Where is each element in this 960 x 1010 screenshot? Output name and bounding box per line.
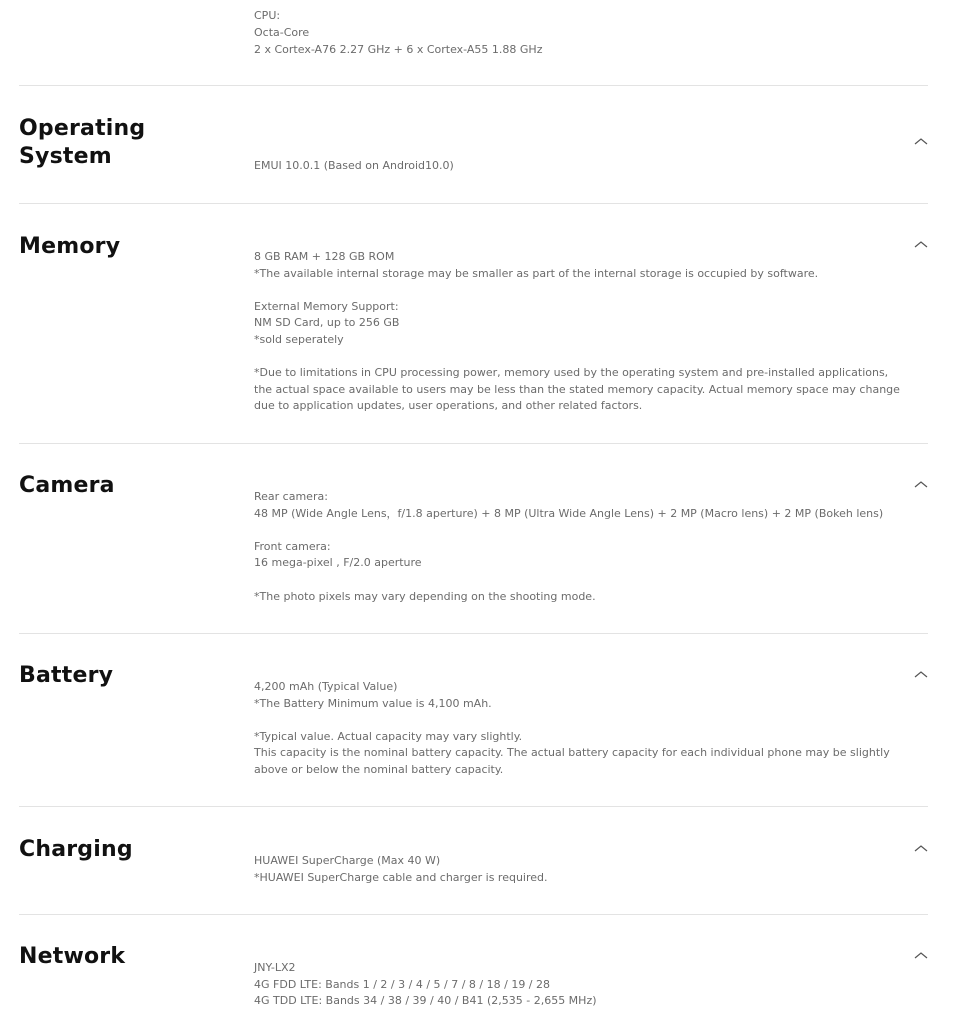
section-body <box>254 679 894 779</box>
section-body <box>254 853 914 886</box>
spec-paragraph: EMUI 10.0.1 (Based on Android10.0) <box>254 159 454 172</box>
divider <box>19 633 928 634</box>
chevron-up-icon[interactable] <box>912 843 930 855</box>
section-title: Charging <box>19 837 133 862</box>
spec-paragraph: 8 GB RAM + 128 GB ROM *The available internal storage may be smaller as part of the internal storage is occupied by software. <box>254 250 819 280</box>
divider <box>19 203 928 204</box>
spec-paragraph: *Typical value. Actual capacity may vary slightly. This capacity is the nominal battery capacity. The actual battery capacity for each individual phone may be slightly above or below the nominal battery capacity. <box>254 729 890 776</box>
spec-paragraph: JNY-LX2 4G FDD LTE: Bands 1 / 2 / 3 / 4 / 5 / 7 / 8 / 18 / 19 / 28 4G TDD LTE: Bands 34 / 38 / 39 / 40 / B41 (2,535 - 2,655 MHz) <box>254 961 597 1008</box>
cpu-cores: Octa-Core <box>254 26 310 39</box>
chevron-up-icon[interactable] <box>912 669 930 681</box>
divider <box>19 443 928 444</box>
section-title: Network <box>19 944 126 969</box>
spec-paragraph: *The photo pixels may vary depending on the shooting mode. <box>254 589 596 603</box>
divider <box>19 85 928 86</box>
spec-paragraph: 4,200 mAh (Typical Value) *The Battery Minimum value is 4,100 mAh. <box>254 680 492 710</box>
spec-paragraph: *Due to limitations in CPU processing power, memory used by the operating system and pre-installed applications, the actual space available to users may be less than the stated memory capacity. Actual memory space may change due to application updates, user operations, and other related factors. <box>254 366 900 413</box>
section-body <box>254 960 914 1010</box>
divider <box>19 914 928 915</box>
spec-paragraph: Front camera: 16 mega-pixel , F/2.0 aperture <box>254 539 422 570</box>
section-title: Battery <box>19 663 114 688</box>
chevron-up-icon[interactable] <box>912 136 930 148</box>
cpu-detail: 2 x Cortex-A76 2.27 GHz + 6 x Cortex-A55 1.88 GHz <box>254 43 543 56</box>
chevron-up-icon[interactable] <box>912 479 930 491</box>
section-title: Operating System <box>19 116 146 169</box>
section-body <box>254 249 904 415</box>
chevron-up-icon[interactable] <box>912 950 930 962</box>
section-title: Camera <box>19 473 115 498</box>
spec-paragraph: External Memory Support: NM SD Card, up to 256 GB *sold seperately <box>254 299 400 346</box>
spec-paragraph: HUAWEI SuperCharge (Max 40 W) *HUAWEI SuperCharge cable and charger is required. <box>254 854 548 884</box>
section-body <box>254 158 914 175</box>
cpu-label: CPU: <box>254 9 281 22</box>
section-body <box>254 489 924 605</box>
section-title: Memory <box>19 234 121 259</box>
chevron-up-icon[interactable] <box>912 239 930 251</box>
cpu-spec <box>254 7 542 58</box>
divider <box>19 806 928 807</box>
spec-paragraph: Rear camera: 48 MP (Wide Angle Lens，f/1.8 aperture) + 8 MP (Ultra Wide Angle Lens) + 2 MP (Macro lens) + 2 MP (Bokeh lens) <box>254 490 884 520</box>
